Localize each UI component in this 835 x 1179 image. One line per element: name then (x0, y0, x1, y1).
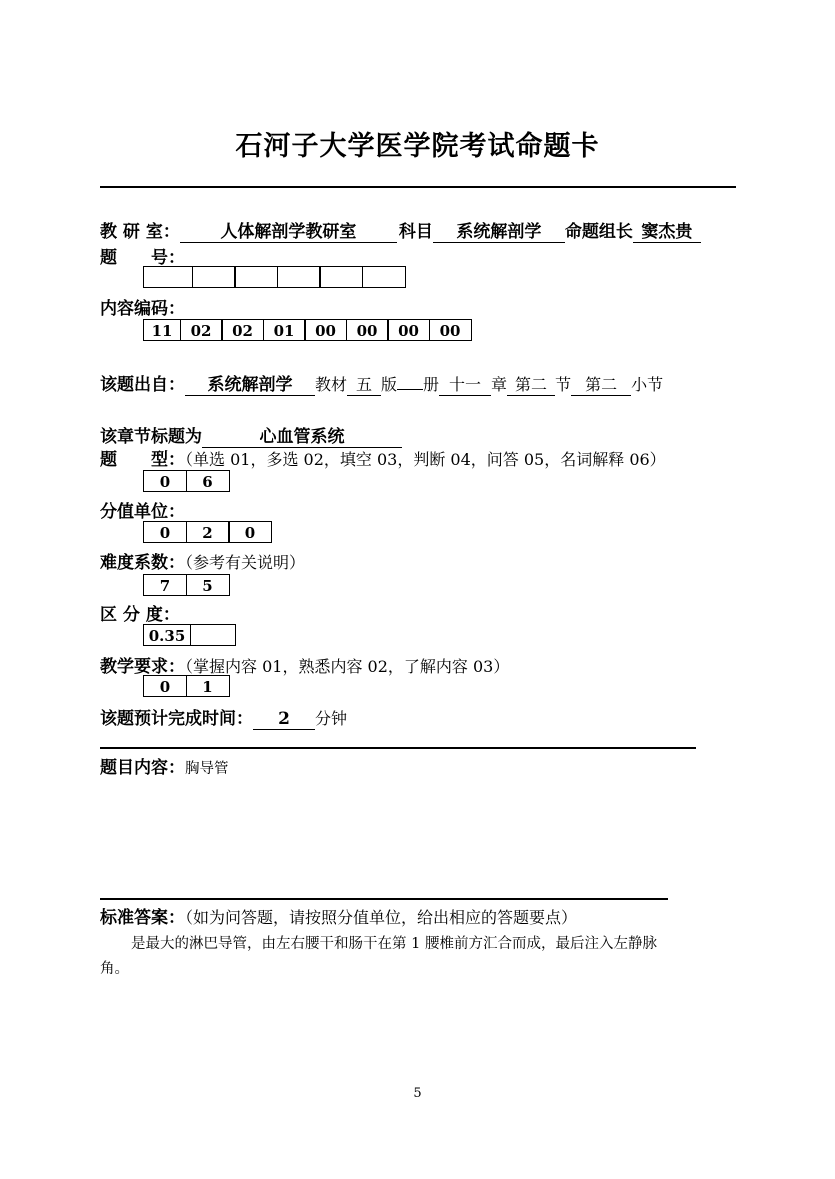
difficulty-digit[interactable]: 5 (186, 574, 230, 596)
dept-label: 教 研 室： (100, 222, 180, 242)
discrimination-value[interactable] (190, 624, 236, 646)
answer-text-line-1: 是最大的淋巴导管，由左右腰干和肠干在第 1 腰椎前方汇合而成，最后注入左静脉 (131, 936, 657, 952)
subject-value[interactable]: 系统解剖学 (433, 222, 565, 243)
time-value[interactable]: 2 (253, 709, 315, 730)
requirement-digit[interactable]: 1 (186, 675, 230, 697)
requirement-hint: （掌握内容 01，熟悉内容 02，了解内容 03） (185, 657, 510, 676)
question-number-box[interactable] (319, 266, 363, 288)
leader-value[interactable]: 窦杰贵 (633, 222, 701, 243)
question-number-box[interactable] (277, 266, 321, 288)
score-unit-label: 分值单位： (100, 502, 185, 522)
source-row (100, 369, 663, 396)
difficulty-label: 难度系数： (100, 553, 185, 573)
difficulty-hint: （参考有关说明） (185, 553, 306, 572)
question-type-row (100, 445, 666, 470)
title-divider (100, 186, 736, 188)
question-number-box[interactable] (234, 266, 278, 288)
question-type-digit[interactable]: 0 (143, 470, 187, 492)
question-content-row (100, 753, 229, 778)
content-code-cell[interactable]: 00 (429, 319, 472, 341)
page-title: 石河子大学医学院考试命题卡 (235, 131, 600, 162)
source-text-subsection: 小节 (631, 375, 664, 394)
content-code-cell[interactable]: 02 (180, 319, 223, 341)
chapter-title-value[interactable]: 心血管系统 (202, 427, 402, 448)
difficulty-digit[interactable]: 7 (143, 574, 187, 596)
question-number-box[interactable] (192, 266, 236, 288)
source-chapter[interactable]: 十一 (439, 375, 491, 396)
discrimination-label: 区 分 度： (100, 605, 180, 625)
time-unit: 分钟 (315, 709, 348, 728)
source-text-volume: 册 (423, 375, 440, 394)
content-code-cell[interactable]: 00 (304, 319, 347, 341)
content-code-cell[interactable]: 02 (221, 319, 264, 341)
difficulty-row (100, 548, 305, 573)
question-type-hint: （单选 01，多选 02，填空 03，判断 04，问答 05，名词解释 06） (185, 450, 666, 469)
content-code-cell[interactable]: 11 (143, 319, 181, 341)
requirement-label: 教学要求： (100, 657, 185, 677)
score-unit-digit[interactable]: 2 (186, 521, 230, 543)
question-divider (100, 747, 696, 749)
question-number-boxes (143, 266, 404, 288)
time-row (100, 704, 347, 730)
content-code-cell[interactable]: 00 (387, 319, 430, 341)
score-unit-boxes (143, 521, 271, 543)
score-unit-digit[interactable]: 0 (143, 521, 187, 543)
page-number: 5 (413, 1086, 422, 1101)
source-subsection[interactable]: 第二 (571, 375, 631, 396)
question-content-value: 胸导管 (185, 761, 229, 777)
chapter-title-label: 该章节标题为 (100, 427, 202, 447)
question-type-digit[interactable]: 6 (186, 470, 230, 492)
answer-header-row (100, 903, 577, 928)
question-number-label: 题 号： (100, 248, 185, 268)
source-edition[interactable]: 五 (347, 375, 381, 396)
leader-label: 命题组长 (564, 222, 633, 242)
question-type-label: 题 型： (100, 450, 185, 470)
question-number-box[interactable] (362, 266, 406, 288)
requirement-digit[interactable]: 0 (143, 675, 187, 697)
answer-label: 标准答案： (100, 908, 185, 928)
content-code-boxes (143, 319, 470, 341)
answer-hint: （如为问答题，请按照分值单位，给出相应的答题要点） (185, 908, 578, 927)
content-code-cell[interactable]: 01 (263, 319, 306, 341)
source-book[interactable]: 系统解剖学 (185, 375, 315, 396)
question-type-boxes (143, 470, 228, 492)
source-label: 该题出自： (100, 375, 185, 395)
answer-divider (100, 898, 668, 900)
source-text-edition: 版 (381, 375, 398, 394)
discrimination-value[interactable]: 0.35 (143, 624, 191, 646)
source-volume[interactable] (397, 369, 423, 390)
header-row (100, 217, 701, 243)
source-text-textbook: 教材 (315, 375, 348, 394)
content-code-cell[interactable]: 00 (346, 319, 389, 341)
subject-label: 科目 (398, 222, 433, 242)
question-content-label: 题目内容： (100, 758, 185, 778)
source-text-chapter: 章 (491, 375, 508, 394)
source-section[interactable]: 第二 (507, 375, 555, 396)
content-code-label: 内容编码： (100, 299, 185, 319)
discrimination-boxes (143, 624, 234, 646)
requirement-boxes (143, 675, 228, 697)
dept-value[interactable]: 人体解剖学教研室 (180, 222, 397, 243)
score-unit-digit[interactable]: 0 (228, 521, 272, 543)
difficulty-boxes (143, 574, 228, 596)
requirement-row (100, 652, 509, 677)
answer-text-line-2: 角。 (100, 961, 129, 977)
time-label: 该题预计完成时间： (100, 709, 253, 729)
source-text-section: 节 (555, 375, 572, 394)
question-number-box[interactable] (143, 266, 193, 288)
